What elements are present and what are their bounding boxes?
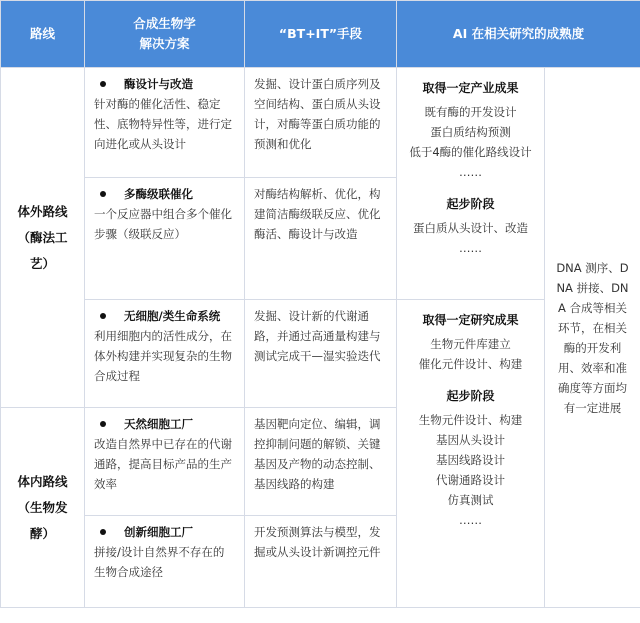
bullet-icon [100, 191, 106, 197]
solution-title-text: 酶设计与改造 [124, 77, 193, 91]
solution-desc: 改造自然界中已存在的代谢通路，提高目标产品的生产效率 [94, 437, 232, 491]
solution-title-text: 无细胞/类生命系统 [124, 309, 221, 323]
header-row [1, 1, 640, 68]
route-in-vitro-line2: （酶法工艺） [17, 229, 68, 271]
solution-desc: 一个反应器中组合多个催化步骤（级联反应） [94, 207, 232, 241]
maturity-group-1 [397, 68, 545, 300]
maturity-item: …… [459, 241, 482, 255]
solution-cell [85, 68, 245, 178]
header-route: 路线 [1, 1, 85, 68]
maturity-item: 蛋白质从头设计、改造 [413, 221, 528, 235]
maturity-title: 取得一定产业成果 [422, 81, 519, 95]
method-cell: 发掘、设计蛋白质序列及空间结构、蛋白质从头设计，对酶等蛋白质功能的预测和优化 [245, 68, 397, 178]
summary-cell: DNA 测序、DNA 拼接、DNA 合成等相关环节，在相关酶的开发利用、效率和准确度等方面均有一定进展 [545, 68, 640, 608]
maturity-item: …… [459, 513, 482, 527]
header-solution-line2: 解决方案 [139, 36, 190, 51]
maturity-title: 起步阶段 [446, 389, 495, 403]
solution-title [94, 184, 235, 204]
maturity-item: 催化元件设计、构建 [418, 357, 523, 371]
solution-cell [85, 178, 245, 300]
table-row [1, 300, 640, 408]
bullet-icon [100, 81, 106, 87]
solution-desc: 利用细胞内的活性成分，在体外构建并实现复杂的生物合成过程 [94, 329, 232, 383]
solution-title-text: 创新细胞工厂 [124, 525, 193, 539]
table-row [1, 68, 640, 178]
maturity-item: 生物元件设计、构建 [418, 413, 523, 427]
maturity-item: 基因从头设计 [436, 433, 505, 447]
solution-title-text: 多酶级联催化 [124, 187, 193, 201]
maturity-title: 取得一定研究成果 [422, 313, 519, 327]
route-in-vivo-line1: 体内路线 [17, 473, 68, 489]
solution-title [94, 414, 235, 434]
method-cell: 基因靶向定位、编辑，调控抑制问题的解锁、关键基因及产物的动态控制、基因线路的构建 [245, 408, 397, 516]
bullet-icon [100, 421, 106, 427]
method-cell: 发掘、设计新的代谢通路，并通过高通量构建与测试完成干—湿实验迭代 [245, 300, 397, 408]
maturity-item: 代谢通路设计 [436, 473, 505, 487]
maturity-item: 仿真测试 [447, 493, 494, 507]
route-in-vitro [1, 68, 85, 408]
maturity-item: 低于4酶的催化路线设计 [409, 145, 532, 159]
maturity-title: 起步阶段 [446, 197, 495, 211]
route-in-vivo [1, 408, 85, 608]
bullet-icon [100, 313, 106, 319]
maturity-item: …… [459, 165, 482, 179]
solution-desc: 针对酶的催化活性、稳定性、底物特异性等，进行定向进化或从头设计 [94, 97, 232, 151]
solution-title [94, 306, 235, 326]
maturity-item: 蛋白质结构预测 [430, 125, 511, 139]
solution-cell [85, 300, 245, 408]
route-in-vivo-line2: （生物发酵） [17, 499, 68, 541]
method-cell: 开发预测算法与模型，发掘或从头设计新调控元件 [245, 516, 397, 608]
solution-title [94, 522, 235, 542]
method-cell: 对酶结构解析、优化，构建简洁酶级联反应、优化酶活、酶设计与改造 [245, 178, 397, 300]
solution-title-text: 天然细胞工厂 [124, 417, 193, 431]
maturity-group-2 [397, 300, 545, 608]
maturity-item: 既有酶的开发设计 [424, 105, 517, 119]
header-solution [85, 1, 245, 68]
header-ai: AI 在相关研究的成熟度 [397, 1, 640, 68]
maturity-item: 生物元件库建立 [430, 337, 511, 351]
solution-cell [85, 516, 245, 608]
bullet-icon [100, 529, 106, 535]
solution-cell [85, 408, 245, 516]
maturity-item: 基因线路设计 [436, 453, 505, 467]
solution-title [94, 74, 235, 94]
route-in-vitro-line1: 体外路线 [17, 203, 68, 219]
solution-desc: 拼接/设计自然界不存在的生物合成途径 [94, 545, 225, 579]
header-bt-it: “BT+IT”手段 [245, 1, 397, 68]
header-solution-line1: 合成生物学 [133, 16, 196, 31]
